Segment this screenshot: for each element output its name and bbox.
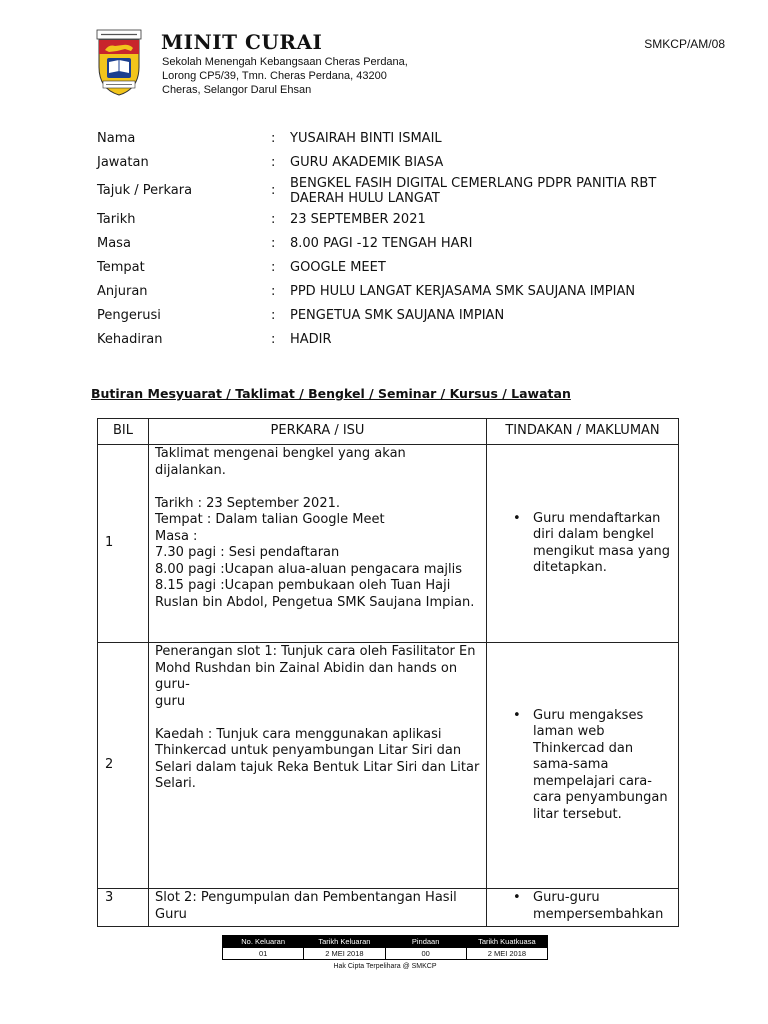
row-tindakan	[487, 643, 679, 889]
detail-colon: :	[271, 331, 276, 347]
table-header-row	[98, 419, 679, 445]
bullet-item	[493, 890, 672, 923]
row-perkara: Penerangan slot 1: Tunjuk cara oleh Fasilitator En Mohd Rushdan bin Zainal Abidin dan hands on guru- guru Kaedah : Tunjuk cara menggunakan aplikasi Thinkercad untuk penyambungan Litar Siri dan Selari dalam tajuk Reka Bentuk Litar Siri dan Litar Selari.	[149, 643, 487, 889]
detail-row-tarikh	[97, 207, 657, 231]
column-header-bil: BIL	[98, 419, 149, 445]
address-line: Sekolah Menengah Kebangsaan Cheras Perdana,	[162, 56, 408, 68]
address-line: Cheras, Selangor Darul Ehsan	[162, 84, 312, 96]
detail-value: PPD HULU LANGAT KERJASAMA SMK SAUJANA IMPIAN	[290, 283, 636, 299]
detail-value: PENGETUA SMK SAUJANA IMPIAN	[290, 307, 505, 323]
column-header-perkara: PERKARA / ISU	[149, 419, 487, 445]
detail-row-anjuran	[97, 279, 657, 303]
bullet-item	[493, 511, 672, 577]
detail-row-masa	[97, 231, 657, 255]
detail-value: YUSAIRAH BINTI ISMAIL	[290, 130, 442, 146]
detail-colon: :	[271, 307, 276, 323]
detail-label: Pengerusi	[97, 307, 161, 323]
school-address	[162, 55, 408, 97]
reference-code: SMKCP/AM/08	[644, 37, 725, 51]
bullet-icon: •	[513, 510, 521, 526]
document-control-table	[222, 935, 548, 960]
document-title: MINIT CURAI	[161, 30, 323, 54]
detail-value: GURU AKADEMIK BIASA	[290, 154, 444, 170]
row-number: 3	[98, 889, 149, 927]
detail-value: 8.00 PAGI -12 TENGAH HARI	[290, 235, 473, 251]
row-perkara: Taklimat mengenai bengkel yang akan dijalankan. Tarikh : 23 September 2021. Tempat : Dalam talian Google Meet Masa : 7.30 pagi : Sesi pendaftaran 8.00 pagi :Ucapan alua-aluan pengacara majlis 8.15 pagi :Ucapan pembukaan oleh Tuan Haji Ruslan bin Abdol, Pengetua SMK Saujana Impian.	[149, 445, 487, 643]
detail-label: Nama	[97, 130, 136, 146]
detail-colon: :	[271, 259, 276, 275]
detail-row-tempat	[97, 255, 657, 279]
footer-header: Tarikh Kuatkuasa	[466, 936, 547, 948]
footer-value: 2 MEI 2018	[304, 948, 385, 960]
bullet-text: Guru mendaftarkan diri dalam bengkel mengikut masa yang ditetapkan.	[533, 510, 671, 575]
detail-label: Masa	[97, 235, 131, 251]
school-crest-icon	[95, 29, 143, 97]
address-line: Lorong CP5/39, Tmn. Cheras Perdana, 43200	[162, 70, 387, 82]
detail-colon: :	[271, 283, 276, 299]
detail-row-jawatan	[97, 150, 657, 174]
bullet-icon: •	[513, 707, 521, 723]
minutes-table	[97, 418, 679, 927]
detail-row-kehadiran	[97, 327, 657, 351]
footer-header: Tarikh Keluaran	[304, 936, 385, 948]
detail-colon: :	[271, 235, 276, 251]
footer-header-row	[223, 936, 548, 948]
bullet-item	[493, 708, 672, 824]
footer-value: 00	[385, 948, 466, 960]
copyright-notice: Hak Cipta Terpelihara @ SMKCP	[333, 963, 437, 970]
section-title: Butiran Mesyuarat / Taklimat / Bengkel / Seminar / Kursus / Lawatan	[91, 386, 571, 401]
details-section	[97, 126, 657, 351]
detail-value: 23 SEPTEMBER 2021	[290, 211, 426, 227]
footer-value-row	[223, 948, 548, 960]
row-number: 1	[98, 445, 149, 643]
footer-value: 01	[223, 948, 304, 960]
table-row	[98, 445, 679, 643]
bullet-icon: •	[513, 890, 521, 905]
detail-label: Tarikh	[97, 211, 136, 227]
detail-row-nama	[97, 126, 657, 150]
detail-colon: :	[271, 183, 276, 198]
detail-value: HADIR	[290, 331, 332, 347]
table-row	[98, 889, 679, 927]
footer-value: 2 MEI 2018	[466, 948, 547, 960]
row-perkara: Slot 2: Pengumpulan dan Pembentangan Hasil Guru	[149, 889, 487, 927]
detail-label: Kehadiran	[97, 331, 163, 347]
footer-header: Pindaan	[385, 936, 466, 948]
detail-label: Anjuran	[97, 283, 148, 299]
bullet-text: Guru mengakses laman web Thinkercad dan sama-sama mempelajari cara- cara penyambungan litar tersebut.	[533, 707, 668, 822]
detail-colon: :	[271, 130, 276, 146]
detail-row-tajuk	[97, 174, 657, 207]
row-tindakan	[487, 889, 679, 927]
bullet-text: Guru-guru mempersembahkan	[533, 890, 664, 922]
table-row	[98, 643, 679, 889]
detail-colon: :	[271, 211, 276, 227]
footer-header: No. Keluaran	[223, 936, 304, 948]
detail-label: Tempat	[97, 259, 145, 275]
detail-label: Jawatan	[97, 154, 149, 170]
detail-row-pengerusi	[97, 303, 657, 327]
detail-label: Tajuk / Perkara	[97, 183, 193, 198]
row-tindakan	[487, 445, 679, 643]
column-header-tindakan: TINDAKAN / MAKLUMAN	[487, 419, 679, 445]
detail-colon: :	[271, 154, 276, 170]
detail-value: BENGKEL FASIH DIGITAL CEMERLANG PDPR PANITIA RBT DAERAH HULU LANGAT	[290, 175, 657, 206]
row-number: 2	[98, 643, 149, 889]
detail-value: GOOGLE MEET	[290, 259, 386, 275]
